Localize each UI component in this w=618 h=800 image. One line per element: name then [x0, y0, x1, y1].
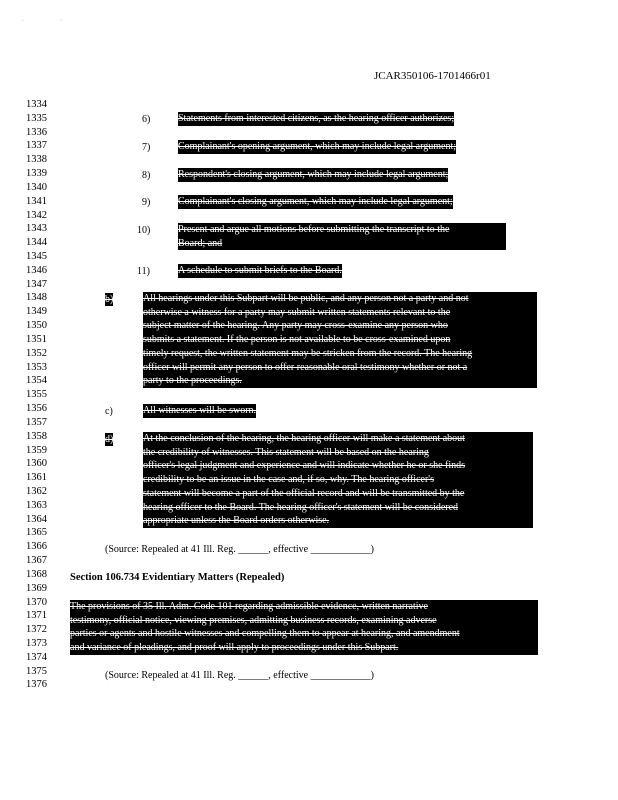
line-number: 1368	[26, 568, 47, 580]
para-b-line: subject matter of the hearing. Any party may cross-examine any person who	[143, 320, 448, 332]
scan-speck: ·	[60, 18, 62, 24]
line-number: 1341	[26, 195, 47, 207]
para-c: All witnesses will be sworn.	[143, 405, 257, 416]
para-d-line: officer's legal judgment and experience and will indicate whether he or she finds	[143, 460, 466, 472]
line-number: 1360	[26, 458, 47, 470]
para-b-label: b)	[105, 294, 114, 305]
line-number: 1362	[26, 485, 47, 497]
para-d	[143, 432, 533, 528]
para-d-line: statement will become a part of the official record and will be transmitted by the	[143, 487, 465, 499]
line-number: 1351	[26, 333, 47, 345]
line-number: 1356	[26, 403, 47, 415]
line-number: 1347	[26, 278, 47, 290]
para-b-line: party to the proceedings.	[143, 375, 242, 387]
line-number: 1339	[26, 168, 47, 180]
line-number: 1375	[26, 665, 47, 677]
para-d-line: the credibility of witnesses. This statement will be based on the hearing	[143, 446, 429, 458]
item-label-6: 6)	[142, 114, 151, 125]
source-note: (Source: Repealed at 41 Ill. Reg. ______, effective ____________)	[105, 670, 374, 681]
line-number: 1353	[26, 361, 47, 373]
line-number: 1364	[26, 513, 47, 525]
evid-line: The provisions of 35 Ill. Adm. Code 101 regarding admissible evidence, written narrative	[70, 601, 428, 612]
item-text-6: Statements from interested citizens, as the hearing officer authorizes;	[178, 113, 455, 124]
line-number: 1348	[26, 292, 47, 304]
para-d-line: hearing officer to the Board. The hearing officer's statement will be considered	[143, 501, 459, 513]
item-10-line: Present and argue all motions before submitting the transcript to the	[178, 224, 450, 235]
line-number: 1357	[26, 416, 47, 428]
line-number: 1334	[26, 99, 47, 110]
line-number: 1371	[26, 610, 47, 622]
line-number: 1370	[26, 596, 47, 608]
para-b-line: timely request, the written statement may be stricken from the record. The hearing	[143, 347, 473, 359]
para-d-line: At the conclusion of the hearing, the hearing officer will make a statement about	[143, 433, 465, 444]
scan-speck: ·	[22, 18, 24, 24]
item-label-11: 11)	[137, 266, 150, 277]
item-10-line: Board; and	[178, 237, 223, 249]
line-number: 1363	[26, 499, 47, 511]
item-label-9: 9)	[142, 197, 151, 208]
item-text-9: Complainant's closing argument, which may include legal argument;	[178, 196, 453, 207]
line-number: 1344	[26, 237, 47, 249]
evid-line: parties or agents and hostile witnesses and compelling them to appear at hearing, and amendment	[70, 628, 460, 640]
line-number: 1355	[26, 389, 47, 401]
line-number: 1354	[26, 375, 47, 387]
evid-line: and variance of pleadings, and proof will apply to proceedings under this Subpart.	[70, 642, 399, 654]
para-d-label: d)	[105, 434, 114, 445]
line-number: 1365	[26, 527, 47, 539]
source-note: (Source: Repealed at 41 Ill. Reg. ______, effective ____________)	[105, 544, 374, 555]
line-number: 1343	[26, 223, 47, 235]
line-number: 1336	[26, 126, 47, 138]
line-number: 1346	[26, 264, 47, 276]
line-number: 1359	[26, 444, 47, 456]
line-number: 1342	[26, 209, 47, 221]
line-number: 1358	[26, 430, 47, 442]
line-number: 1374	[26, 651, 47, 663]
para-b-line: officer will permit any person to offer reasonable oral testimony whether or not a	[143, 361, 468, 373]
line-number: 1345	[26, 251, 47, 263]
line-number: 1338	[26, 154, 47, 166]
document-id: JCAR350106-1701466r01	[374, 70, 491, 82]
line-number: 1376	[26, 679, 47, 691]
evid-line: testimony, official notice, viewing premises, admitting business records, examining adverse	[70, 614, 437, 626]
para-b	[143, 292, 537, 388]
line-number: 1350	[26, 320, 47, 332]
line-number: 1335	[26, 112, 47, 124]
section-heading: Section 106.734 Evidentiary Matters (Repealed)	[70, 572, 285, 583]
line-number: 1372	[26, 624, 47, 636]
item-label-10: 10)	[137, 225, 151, 236]
line-number: 1340	[26, 181, 47, 193]
line-number: 1337	[26, 140, 47, 152]
line-number: 1373	[26, 637, 47, 649]
para-b-line: otherwise a witness for a party may submit written statements relevant to the	[143, 306, 451, 318]
item-text-10	[178, 223, 506, 250]
para-d-line: appropriate unless the Board orders otherwise.	[143, 515, 330, 527]
line-number: 1366	[26, 541, 47, 553]
item-text-7: Complainant's opening argument, which may include legal argument;	[178, 141, 457, 152]
line-number: 1361	[26, 472, 47, 484]
para-c-label: c)	[105, 406, 113, 417]
para-b-line: submits a statement. If the person is not available to be cross-examined upon	[143, 334, 451, 346]
line-number: 1349	[26, 306, 47, 318]
para-b-line: All hearings under this Subpart will be public, and any person not a party and not	[143, 293, 469, 304]
evidentiary-paragraph	[70, 600, 538, 655]
item-text-11: A schedule to submit briefs to the Board.	[178, 265, 342, 276]
item-label-7: 7)	[142, 142, 151, 153]
line-number: 1367	[26, 555, 47, 567]
line-number: 1352	[26, 347, 47, 359]
para-d-line: credibility to be an issue in the case and, if so, why. The hearing officer's	[143, 474, 434, 486]
line-number: 1369	[26, 582, 47, 594]
item-text-8: Respondent's closing argument, which may include legal argument;	[178, 169, 449, 180]
item-label-8: 8)	[142, 170, 151, 181]
